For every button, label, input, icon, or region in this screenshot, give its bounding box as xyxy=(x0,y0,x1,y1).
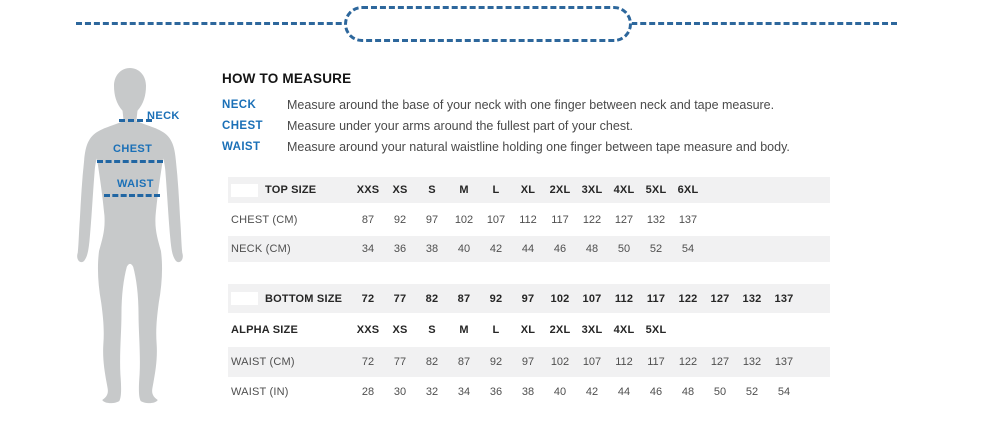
neck-instruction-text: Measure around the base of your neck with one finger between neck and tape measure. xyxy=(287,97,775,112)
size-cell: 52 xyxy=(649,243,663,255)
size-cell: S xyxy=(428,184,436,196)
size-cell: 92 xyxy=(489,292,503,305)
size-cell: 4XL xyxy=(613,184,635,196)
size-cell: S xyxy=(428,324,436,336)
size-cells xyxy=(352,386,800,398)
size-cell: 112 xyxy=(519,213,537,226)
size-cell: 30 xyxy=(393,385,407,398)
logo-placeholder xyxy=(231,292,258,305)
size-cell: 2XL xyxy=(549,184,571,196)
size-cells xyxy=(352,184,704,196)
size-cells xyxy=(352,324,672,336)
row-label-cell xyxy=(228,243,352,255)
waist-instruction-text: Measure around your natural waistline holding one finger between tape measure and body. xyxy=(287,139,790,154)
size-cell: 38 xyxy=(521,385,535,398)
alpha-size-row xyxy=(228,313,830,347)
size-cell: 34 xyxy=(457,385,471,398)
size-cell: 50 xyxy=(617,243,631,255)
size-cell: XL xyxy=(520,324,536,336)
size-cell: 36 xyxy=(393,243,407,255)
row-label-cell xyxy=(228,356,352,368)
size-cell: XXS xyxy=(356,184,380,196)
size-cell: 36 xyxy=(489,385,503,398)
size-cell: 87 xyxy=(457,292,471,305)
top-size-table xyxy=(228,177,830,262)
chest-cm-row xyxy=(228,203,830,236)
size-cell: 132 xyxy=(742,292,762,305)
chest-figure-label: CHEST xyxy=(113,143,153,155)
size-cell: 102 xyxy=(454,213,474,226)
size-cell: 40 xyxy=(553,385,567,398)
size-cells xyxy=(352,214,704,226)
size-cell: 127 xyxy=(710,356,730,368)
size-cell: XS xyxy=(392,184,408,196)
size-cell: 5XL xyxy=(645,184,667,196)
top-size-header-row xyxy=(228,177,830,203)
size-cell: 132 xyxy=(742,356,762,368)
waist-measure-line xyxy=(104,194,160,197)
size-cells xyxy=(352,356,800,368)
size-cell: 112 xyxy=(614,292,634,305)
size-cell: 38 xyxy=(425,243,439,255)
size-cell: 132 xyxy=(646,213,666,226)
chest-instruction-label: CHEST xyxy=(222,119,263,132)
size-cell: XL xyxy=(520,184,536,196)
size-cell: 28 xyxy=(361,385,375,398)
waist-cm-row xyxy=(228,347,830,377)
size-cell: 72 xyxy=(361,356,375,368)
size-cell: 97 xyxy=(425,213,439,226)
size-cell: 82 xyxy=(425,356,439,368)
size-cell: 117 xyxy=(647,356,665,368)
size-cell: 137 xyxy=(774,356,794,368)
size-cell: 107 xyxy=(486,213,506,226)
size-cell: 127 xyxy=(710,292,730,305)
size-cell: 34 xyxy=(361,243,375,255)
row-label: ALPHA SIZE xyxy=(231,324,298,336)
size-cell: 107 xyxy=(582,356,602,368)
row-label: TOP SIZE xyxy=(265,184,317,196)
neck-instruction-label: NECK xyxy=(222,98,257,111)
size-cell: 32 xyxy=(425,385,439,398)
size-cell: 44 xyxy=(521,243,535,255)
size-cell: 97 xyxy=(521,356,535,368)
size-cells xyxy=(352,293,800,305)
size-cell: 48 xyxy=(681,385,695,398)
chest-measure-line xyxy=(97,160,163,163)
row-label: WAIST (IN) xyxy=(231,385,289,398)
chest-instruction xyxy=(222,115,942,136)
size-cell: 137 xyxy=(678,213,698,226)
size-cell: 117 xyxy=(551,213,569,226)
section-title: HOW TO MEASURE xyxy=(222,71,352,86)
neck-cm-row xyxy=(228,236,830,262)
size-cell: 72 xyxy=(361,292,375,305)
row-label-cell xyxy=(228,324,352,336)
size-cell: 77 xyxy=(393,292,407,305)
neck-instruction xyxy=(222,94,942,115)
size-cell: 54 xyxy=(777,385,791,398)
size-cell: 46 xyxy=(649,385,663,398)
row-label-cell xyxy=(228,386,352,398)
size-cell: 48 xyxy=(585,243,599,255)
row-label-cell xyxy=(228,214,352,226)
size-cell: 122 xyxy=(678,292,698,305)
size-cell: 3XL xyxy=(581,184,603,196)
waist-instruction-label: WAIST xyxy=(222,140,261,153)
size-cell: 87 xyxy=(457,356,471,368)
size-cell: 102 xyxy=(550,356,570,368)
how-to-measure-section xyxy=(222,71,942,157)
size-cell: 52 xyxy=(745,385,759,398)
size-cell: 97 xyxy=(521,292,535,305)
size-cell: L xyxy=(492,184,500,196)
size-cell: 54 xyxy=(681,243,695,255)
size-cell: 112 xyxy=(615,356,633,368)
size-cell: 92 xyxy=(489,356,503,368)
size-cell: 87 xyxy=(361,213,375,226)
size-cell: 42 xyxy=(489,243,503,255)
size-cell: 137 xyxy=(774,292,794,305)
size-cell: 127 xyxy=(614,213,634,226)
row-label: BOTTOM SIZE xyxy=(265,292,343,305)
row-label: NECK (CM) xyxy=(231,243,291,255)
bottom-size-table xyxy=(228,284,830,406)
row-label: CHEST (CM) xyxy=(231,213,298,226)
size-cell: 122 xyxy=(582,213,602,226)
bottom-size-header-row xyxy=(228,284,830,313)
size-cell: 46 xyxy=(553,243,567,255)
size-cell: M xyxy=(459,324,469,336)
waist-figure-label: WAIST xyxy=(117,178,154,190)
size-cells xyxy=(352,243,704,255)
size-cell: 82 xyxy=(425,292,439,305)
size-cell: XXS xyxy=(356,324,380,336)
size-cell: 44 xyxy=(617,385,631,398)
size-cell: L xyxy=(492,324,500,336)
size-cell: M xyxy=(459,184,469,196)
size-cell: 40 xyxy=(457,243,471,255)
size-cell: XS xyxy=(392,324,408,336)
row-label: WAIST (CM) xyxy=(231,356,295,368)
size-cell: 42 xyxy=(585,385,599,398)
neck-figure-label: NECK xyxy=(147,110,180,122)
size-cell: 92 xyxy=(393,213,407,226)
row-label-cell xyxy=(228,184,352,197)
waist-in-row xyxy=(228,377,830,406)
size-cell: 2XL xyxy=(549,324,571,336)
size-cell: 102 xyxy=(550,292,570,305)
size-cell: 50 xyxy=(713,385,727,398)
size-cell: 4XL xyxy=(613,324,635,336)
size-cell: 77 xyxy=(393,356,407,368)
size-cell: 3XL xyxy=(581,324,603,336)
size-cell: 5XL xyxy=(645,324,667,336)
size-cell: 107 xyxy=(582,292,602,305)
size-cell: 117 xyxy=(646,292,666,305)
size-cell: 6XL xyxy=(677,184,699,196)
instruction-list xyxy=(222,94,942,157)
row-label-cell xyxy=(228,292,352,305)
size-cell: 122 xyxy=(678,356,698,368)
waist-instruction xyxy=(222,136,942,157)
chest-instruction-text: Measure under your arms around the fullest part of your chest. xyxy=(287,118,634,133)
dashed-capsule-decoration xyxy=(344,6,632,42)
logo-placeholder xyxy=(231,184,258,197)
